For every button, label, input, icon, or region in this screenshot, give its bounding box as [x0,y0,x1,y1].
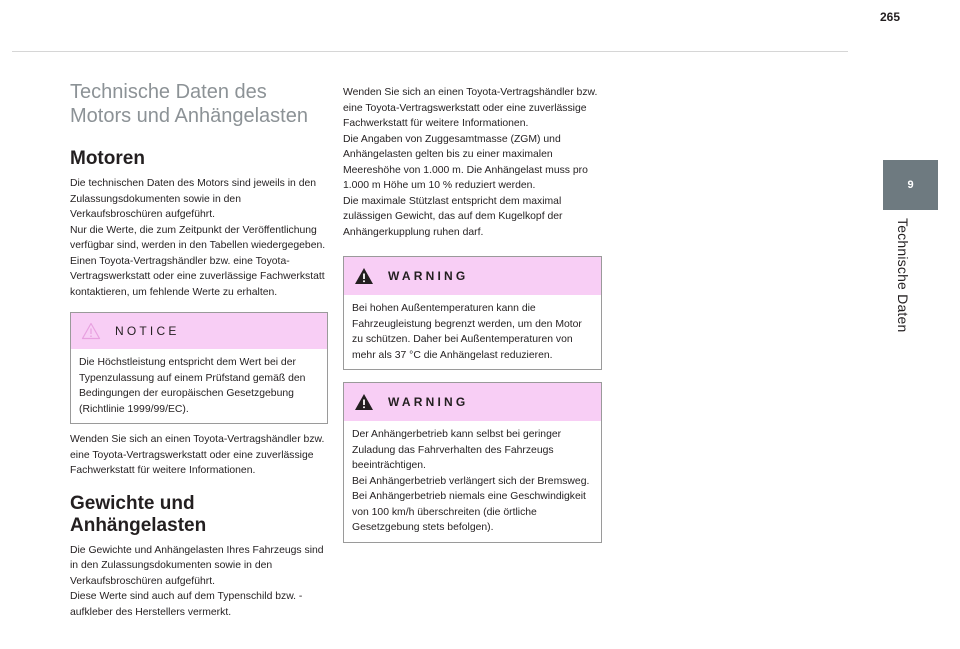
header-rule [12,51,848,52]
notice-box [70,312,328,424]
paragraph: Die maximale Stützlast entspricht dem maximal zulässigen Gewicht, das auf dem Kugelkopf der Anhängerkupplung ruhen darf. [343,195,563,238]
warning-body [344,295,601,369]
warning-box-temperature [343,256,602,370]
warning-text: Der Anhängerbetrieb kann selbst bei geringer Zuladung das Fahrverhalten des Fahrzeugs beeinträchtigen. [352,429,562,471]
chapter-tab[interactable] [883,160,938,210]
left-column [70,80,328,620]
warning-text: Bei Anhängerbetrieb verlängert sich der Bremsweg. [352,475,590,487]
notice-body [71,349,327,423]
section-heading-gewichte: Gewichte und Anhängelasten [70,492,207,536]
chapter-number: 9 [907,179,914,191]
page-title [70,80,328,128]
warning-icon [354,393,374,411]
page-title-line-1: Technische Daten des [70,81,267,103]
warning-text: Bei Anhängerbetrieb niemals eine Geschwindigkeit von 100 km/h überschreiten (die örtliche Gesetzgebung stets befolgen). [352,491,586,533]
warning-icon [354,267,374,285]
warning-label: WARNING [388,395,469,409]
paragraph: Nur die Werte, die zum Zeitpunkt der Veröffentlichung verfügbar sind, werden in den Tabellen wiedergegeben. [70,224,326,251]
section-heading-motoren: Motoren [70,148,145,169]
warning-header [344,383,601,421]
caution-outline-icon [81,322,101,340]
notice-header [71,313,327,349]
chapter-title: Technische Daten [895,218,911,333]
page-number: 265 [880,10,901,24]
warning-header [344,257,601,295]
warning-body [344,421,601,542]
right-column [343,85,602,543]
notice-label: NOTICE [115,324,180,338]
warning-box-trailer [343,382,602,543]
paragraph: Die Gewichte und Anhängelasten Ihres Fahrzeugs sind in den Zulassungsdokumenten sowie in den Verkaufsbroschüren aufgeführt. [70,544,324,587]
paragraph: Wenden Sie sich an einen Toyota-Vertragshändler bzw. eine Toyota-Vertragswerkstatt oder eine zuverlässige Fachwerkstatt für weitere Informationen. [343,87,598,129]
paragraph: Wenden Sie sich an einen Toyota-Vertragshändler bzw. eine Toyota-Vertragswerkstatt oder eine zuverlässige Fachwerkstatt für weitere Informationen. [70,434,325,476]
paragraph: Einen Toyota-Vertragshändler bzw. eine Toyota-Vertragswerkstatt oder eine zuverlässige Fachwerkstatt kontaktieren, um fehlende Werte zu erhalten. [70,255,325,298]
notice-text: Die Höchstleistung entspricht dem Wert bei der Typenzulassung auf einem Prüfstand gemäß den Bedingungen der europäischen Gesetzgebung (Richtlinie 1999/99/EC). [79,357,306,415]
warning-text: Bei hohen Außentemperaturen kann die Fahrzeugleistung begrenzt werden, um den Motor zu schützen. Daher bei Außentemperaturen von mehr als 37 °C die Anhängelast reduzieren. [352,303,582,361]
paragraph: Die technischen Daten des Motors sind jeweils in den Zulassungsdokumenten sowie in den Verkaufsbroschüren aufgeführt. [70,178,317,220]
page-title-line-2: Motors und Anhängelasten [70,105,308,127]
paragraph: Die Angaben von Zuggesamtmasse (ZGM) und Anhängelasten gelten bis zu einer maximalen Meereshöhe von 1.000 m. Die Anhängelast muss pro 1.000 m Höhe um 10 % reduziert werden. [343,133,588,191]
warning-label: WARNING [388,269,469,283]
paragraph: Diese Werte sind auch auf dem Typenschild bzw. -aufkleber des Herstellers vermerkt. [70,591,303,618]
